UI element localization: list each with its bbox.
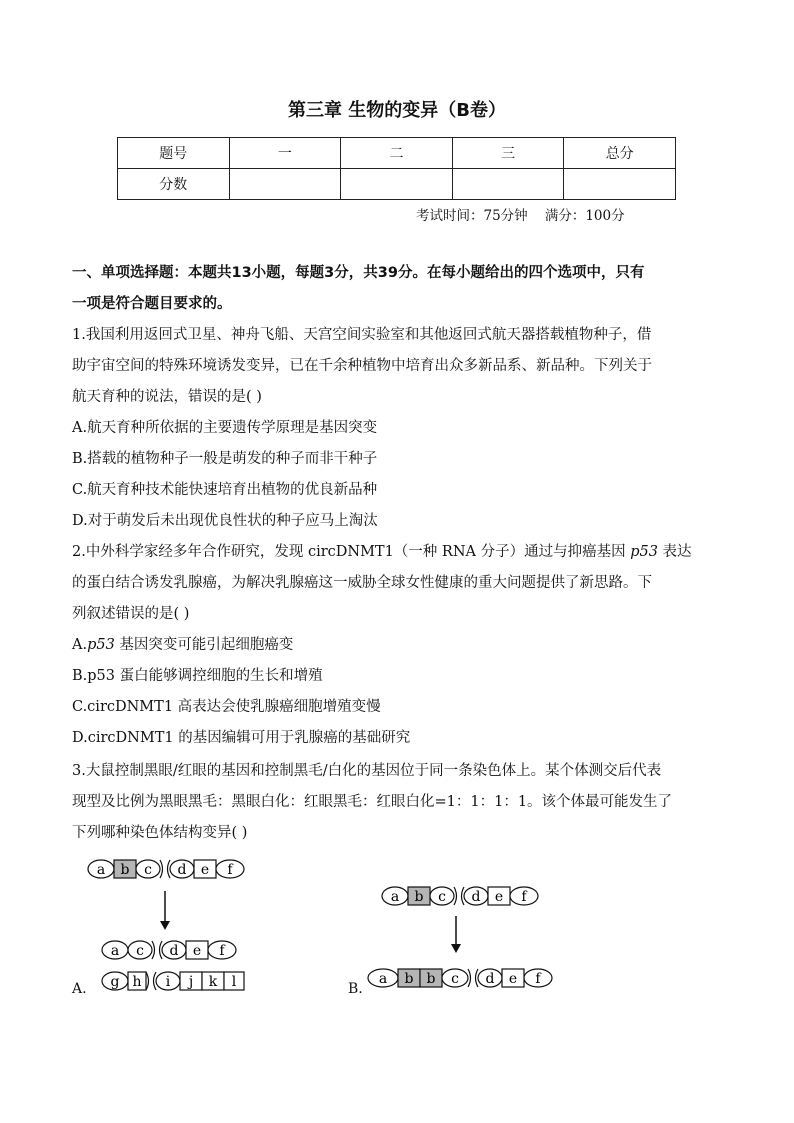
chromosome-original [382,887,538,905]
gene-label: f [535,971,541,987]
question1-text: 助宇宙空间的特殊环境诱发变异，已在千余种植物中培育出众多新品系、新品种。下列关于 [72,358,652,374]
question1-option-c[interactable]: C.航天育种技术能快速培育出植物的优良新品种 [72,482,378,498]
gene-label: a [96,862,106,878]
question2-text [72,540,692,561]
figure-a-label[interactable]: A. [72,981,87,997]
option-letter: A. [72,637,88,653]
gene-label: c [438,889,446,905]
centromere [160,860,170,878]
question1-text: 航天育种的说法，错误的是( ) [72,389,262,405]
question2-text: 的蛋白结合诱发乳腺癌，为解决乳腺癌这一威胁全球女性健康的重大问题提供了新思路。下 [72,575,652,591]
gene-label: b [426,971,436,987]
chromosome-nonhomologous [102,972,244,990]
score-input-cell[interactable] [229,169,341,200]
gene-label: d [169,943,179,959]
score-cell-header: 二 [341,138,453,169]
gene-label: b [120,862,130,878]
score-input-cell[interactable] [564,169,676,200]
section-heading-line2: 一项是符合题目要求的。 [72,296,232,312]
question3-text: 下列哪种染色体结构变异( ) [72,825,248,841]
figure-b-diagram [366,880,566,995]
chromosome-after-deletion [102,941,236,959]
gene-label: f [227,862,233,878]
gene-label: e [200,862,210,878]
gene-label: c [451,971,459,987]
gene-label: d [485,971,495,987]
question2-option-d[interactable]: D.circDNMT1 的基因编辑可用于乳腺癌的基础研究 [72,730,411,746]
gene-label: i [165,974,171,990]
section-heading-line1: 一、单项选择题：本题共13小题，每题3分，共39分。在每小题给出的四个选项中，只有 [72,265,645,281]
question1-option-a[interactable]: A.航天育种所依据的主要遗传学原理是基因突变 [72,420,378,436]
centromere [468,969,478,987]
gene-label: f [219,943,225,959]
gene-label: b [404,971,414,987]
gene-label: g [110,974,120,990]
gene-label: f [521,889,527,905]
gene-label: a [390,889,400,905]
gene-label: e [192,943,202,959]
gene-label: a [110,943,120,959]
gene-label: j [188,974,194,990]
score-table-header-row [118,138,676,169]
gene-label: l [231,974,237,990]
gene-label: b [414,889,424,905]
centromere [152,941,162,959]
score-row-label: 分数 [118,169,230,200]
centromere [146,972,156,990]
score-cell-header: 总分 [564,138,676,169]
question3-text: 现型及比例为黑眼黑毛：黑眼白化：红眼黑毛：红眼白化=1：1：1：1。该个体最可能发生了 [72,794,673,810]
score-input-cell[interactable] [341,169,453,200]
arrow-down-icon [451,944,461,953]
score-cell-header: 题号 [118,138,230,169]
question2-text: 列叙述错误的是( ) [72,606,190,622]
question2-option-c[interactable]: C.circDNMT1 高表达会使乳腺癌细胞增殖变慢 [72,699,381,715]
gene-label: h [132,974,142,990]
question1-text: 1.我国利用返回式卫星、神舟飞船、天宫空间实验室和其他返回式航天器搭载植物种子，借 [72,327,652,343]
question1-option-b[interactable]: B.搭载的植物种子一般是萌发的种子而非干种子 [72,451,378,467]
question1-option-d[interactable]: D.对于萌发后未出现优良性状的种子应马上淘汰 [72,513,378,529]
score-table [117,137,676,200]
chromosome-original [88,860,244,878]
question3-text: 3.大鼠控制黑眼/红眼的基因和控制黑毛/白化的基因位于同一条染色体上。某个体测交后代表 [72,763,662,779]
question2-option-b[interactable]: B.p53 蛋白能够调控细胞的生长和增殖 [72,668,323,684]
figure-b-label[interactable]: B. [348,981,363,997]
page-title: 第三章 生物的变异（B卷） [288,100,506,121]
q2-text-part: 表达 [657,544,692,560]
option-text: 基因突变可能引起细胞癌变 [114,637,294,653]
gene-label: e [508,971,518,987]
score-cell-header: 一 [229,138,341,169]
gene-label: d [471,889,481,905]
question2-option-a[interactable] [72,633,293,654]
gene-label: c [144,862,152,878]
gene-label: d [177,862,187,878]
exam-info: 考试时间：75分钟 满分：100分 [416,208,625,224]
centromere [454,887,464,905]
q2-text-part: 2.中外科学家经多年合作研究，发现 circDNMT1（一种 RNA 分子）通过与抑癌基因 [72,544,631,560]
score-input-cell[interactable] [452,169,564,200]
score-cell-header: 三 [452,138,564,169]
gene-name: p53 [87,637,115,653]
gene-label: a [378,971,388,987]
chromosome-after-duplication [368,969,552,987]
figure-a-diagram [86,855,266,995]
gene-label: c [136,943,144,959]
score-table-score-row [118,169,676,200]
gene-label: e [494,889,504,905]
arrow-down-icon [160,921,170,930]
gene-name: p53 [630,544,658,560]
gene-label: k [208,974,218,990]
